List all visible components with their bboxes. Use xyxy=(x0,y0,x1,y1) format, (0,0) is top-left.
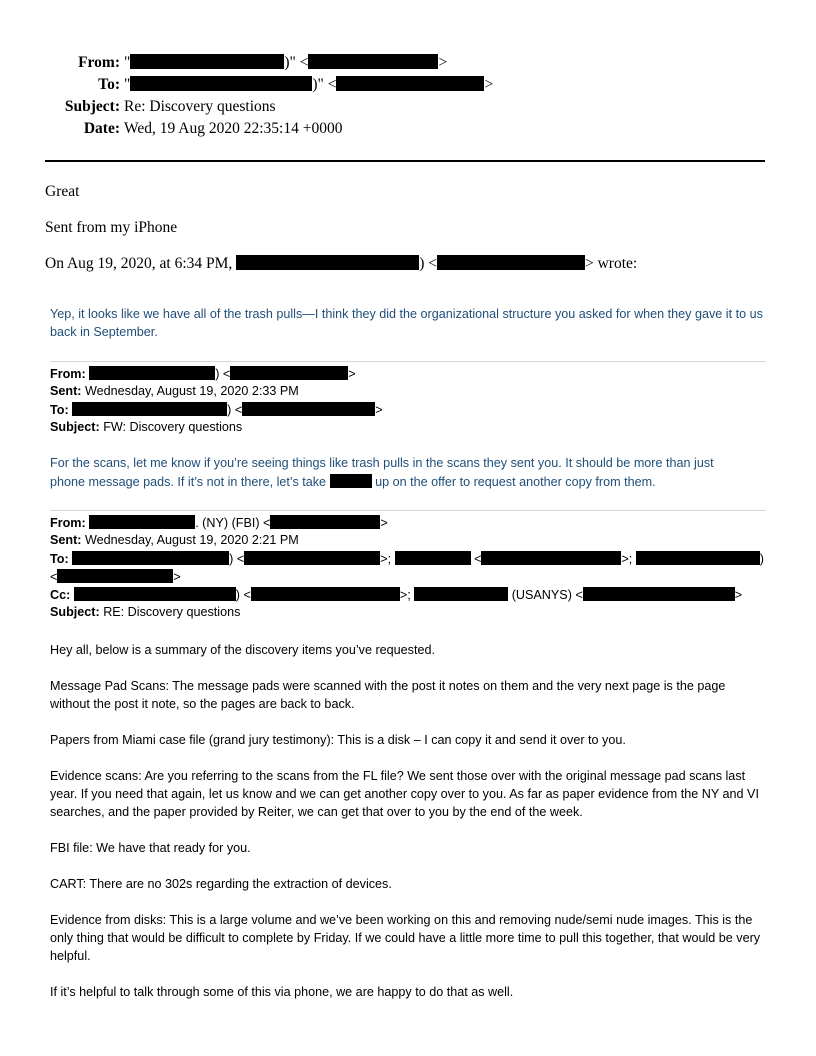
redaction xyxy=(89,515,195,529)
fw-subject-value: FW: Discovery questions xyxy=(103,420,243,434)
redaction xyxy=(336,76,484,91)
redaction xyxy=(242,402,375,416)
header-divider xyxy=(45,160,765,162)
redaction xyxy=(74,587,236,601)
redaction xyxy=(437,255,585,270)
redaction xyxy=(130,54,284,69)
orig-sent-line xyxy=(50,533,299,547)
orig-to-line: To: ) < >; < >; ) xyxy=(50,552,764,566)
quote-divider xyxy=(50,361,766,362)
message-paragraph: Evidence from disks: This is a large volume and we’ve been working on this and removing nude/semi nude images. This is the only thing that would be difficult to complete by Friday. If we could have a little more time to pull this together, that would be very helpful. xyxy=(50,913,761,963)
redaction xyxy=(236,255,419,270)
message-paragraph: Evidence scans: Are you referring to the scans from the FL file? We sent those over with the original message pad scans last year. If you need that again, let us know and we can get another copy over to you. As far as paper evidence from the NY and VI searches, and the paper provided by Reiter, we can get that over to you by the end of the week. xyxy=(50,769,759,819)
date-value: Wed, 19 Aug 2020 22:35:14 +0000 xyxy=(124,120,343,137)
to-value: " )" < > xyxy=(124,76,494,93)
quoted-message-1: Yep, it looks like we have all of the trash pulls—I think they did the organizational structure you asked for when they gave it to us back in September. xyxy=(50,307,763,339)
redaction xyxy=(270,515,380,529)
fw-subject-line xyxy=(50,420,242,434)
attribution-wrote: wrote: xyxy=(597,255,638,272)
orig-subject-line xyxy=(50,605,240,619)
attribution-line: On Aug 19, 2020, at 6:34 PM, ) < > wrote: xyxy=(45,255,638,272)
redaction xyxy=(330,474,372,488)
orig-cc-line: Cc: ) < >; (USANYS) < > xyxy=(50,588,743,602)
message-closing: If it’s helpful to talk through some of this via phone, we are happy to do that as well. xyxy=(50,985,514,999)
fw-from-line: From: ) < > xyxy=(50,367,356,381)
fw-from-label: From: xyxy=(50,367,86,381)
quoted-message-2-line-1: For the scans, let me know if you’re seeing things like trash pulls in the scans they sent you. It should be more than just xyxy=(50,456,714,470)
reply-text: Great xyxy=(45,183,80,200)
message-paragraph: CART: There are no 302s regarding the extraction of devices. xyxy=(50,877,392,891)
orig-subject-label: Subject: xyxy=(50,605,100,619)
fw-sent-label: Sent: xyxy=(50,384,82,398)
quote-divider xyxy=(50,510,766,511)
message-paragraph: Message Pad Scans: The message pads were scanned with the post it notes on them and the very next page is the page without the post it note, so the pages are back to back. xyxy=(50,679,726,711)
redaction xyxy=(244,551,380,565)
subject-value: Re: Discovery questions xyxy=(124,98,276,115)
date-label: Date: xyxy=(83,120,120,137)
message-intro: Hey all, below is a summary of the discovery items you’ve requested. xyxy=(50,643,435,657)
redaction xyxy=(636,551,760,565)
orig-cc-mid: (USANYS) < xyxy=(511,588,583,602)
quote2-text-b: up on the offer to request another copy from them. xyxy=(375,475,656,489)
fw-to-line: To: ) < > xyxy=(50,403,383,417)
from-value: " )" < > xyxy=(124,54,448,71)
attribution-prefix: On Aug 19, 2020, at 6:34 PM, xyxy=(45,255,233,272)
orig-cc-label: Cc: xyxy=(50,588,71,602)
quote2-text-a: phone message pads. If it’s not in there, let’s take xyxy=(50,475,327,489)
fw-subject-label: Subject: xyxy=(50,420,100,434)
signature: Sent from my iPhone xyxy=(45,219,178,236)
redaction xyxy=(251,587,400,601)
redaction xyxy=(72,551,229,565)
orig-from-suffix: . (NY) (FBI) < xyxy=(195,516,271,530)
redaction xyxy=(230,366,348,380)
to-label: To: xyxy=(98,76,120,93)
orig-subject-value: RE: Discovery questions xyxy=(103,605,241,619)
from-label: From: xyxy=(78,54,120,71)
redaction xyxy=(481,551,621,565)
redaction xyxy=(130,76,312,91)
message-paragraph: FBI file: We have that ready for you. xyxy=(50,841,251,855)
fw-to-label: To: xyxy=(50,403,69,417)
orig-to-label: To: xyxy=(50,552,69,566)
redaction xyxy=(57,569,173,583)
orig-sent-label: Sent: xyxy=(50,533,82,547)
fw-sent-line xyxy=(50,384,299,398)
orig-from-line: From: . (NY) (FBI) < > xyxy=(50,516,388,530)
redaction xyxy=(395,551,471,565)
redaction xyxy=(72,402,227,416)
orig-from-label: From: xyxy=(50,516,86,530)
redaction xyxy=(89,366,215,380)
message-paragraph: Papers from Miami case file (grand jury testimony): This is a disk – I can copy it and send it over to you. xyxy=(50,733,626,747)
fw-sent-value: Wednesday, August 19, 2020 2:33 PM xyxy=(84,384,299,398)
orig-sent-value: Wednesday, August 19, 2020 2:21 PM xyxy=(84,533,299,547)
redaction xyxy=(308,54,438,69)
subject-label: Subject: xyxy=(64,98,120,115)
redaction xyxy=(583,587,735,601)
orig-to-line-cont: < > xyxy=(50,570,181,584)
redaction xyxy=(414,587,508,601)
quoted-message-2-line-2 xyxy=(50,474,656,489)
